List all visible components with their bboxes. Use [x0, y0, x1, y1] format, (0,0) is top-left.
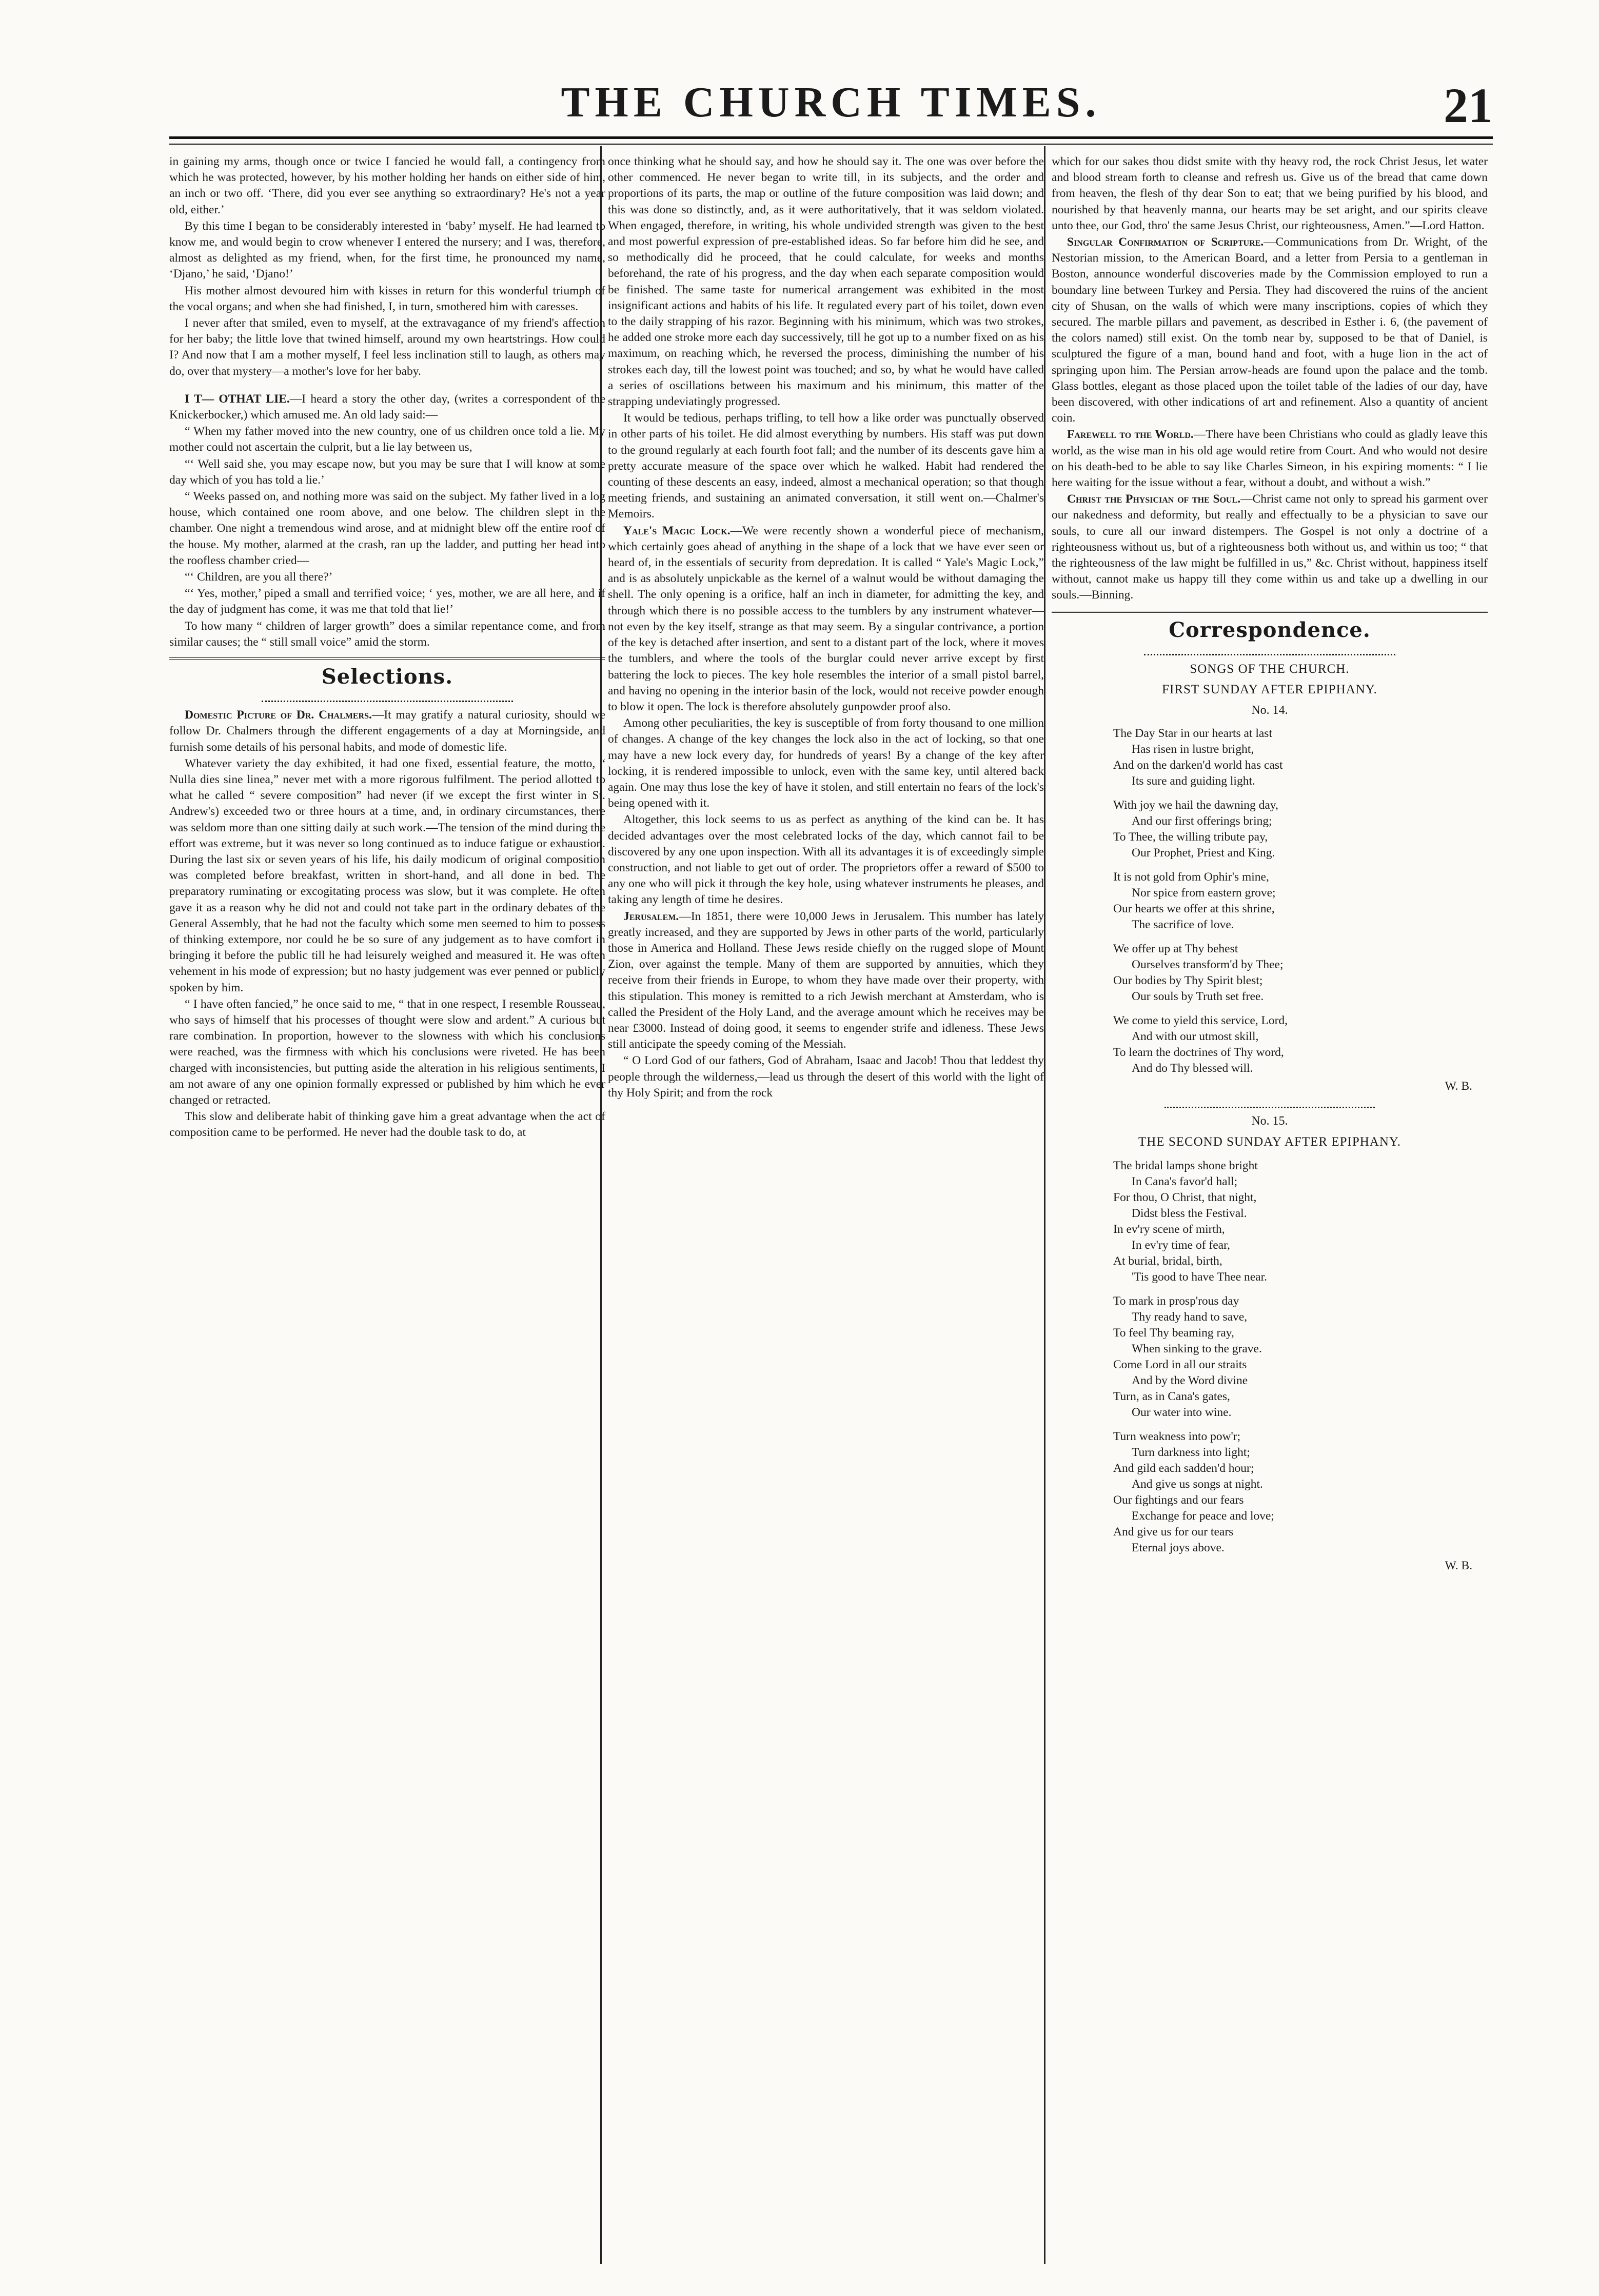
paragraph-text: —I heard a story the other day, (writes a correspondent of the Knickerbocker,) which amused me. An old lady said:—	[169, 392, 605, 422]
page-number: 21	[1444, 78, 1493, 133]
paragraph: once thinking what he should say, and how he should say it. The one was over before the other commenced. He never began to write till, in its subjects, and the order and proportions of its parts, the map or outline of the future composition was laid down; and this was done so distinctly, and, as it were authoritatively, that it was seldom violated. When engaged, therefore, in writing, his whole undivided strength was given to the best and most powerful expression of pre-established ideas. So far before him did he see, and so methodically did he proceed, that he could calculate, for weeks and months beforehand, the rate of his progress, and the day when each separate composition would be finished. The same taste for numerical arrangement was exhibited in the most insignificant actions and habits of his life. It regulated every part of his toilet, down even to the daily strapping of his razor. Beginning with his minimum, which was two strokes, he added one stroke more each day successively, till he got up to a number fixed on as his maximum, on reaching which, he reversed the process, diminishing the number of his strokes each day, till the lowest point was touched; and so, by what he would have called a series of oscillations between his maximum and his minimum, this matter of the strapping undeviatingly progressed.	[608, 155, 1044, 409]
poem-line: And our first offerings bring;	[1132, 814, 1272, 828]
poem-line: 'Tis good to have Thee near.	[1132, 1270, 1268, 1284]
paragraph: By this time I began to be considerably interested in ‘baby’ myself. He had learned to know me, and would begin to crow whenever I entered the nursery; and I was, therefore, almost as delighted as my friend, when, for the first time, he pronounced my name, ‘Djano,’ he said, ‘Djano!’	[169, 219, 605, 281]
poem-line: When sinking to the grave.	[1132, 1342, 1262, 1356]
poem-line: In ev'ry scene of mirth,	[1113, 1223, 1225, 1236]
poem-line	[1113, 1005, 1488, 1013]
poem-line: Nor spice from eastern grove;	[1132, 886, 1276, 900]
ornamental-rule	[262, 693, 513, 702]
paragraph: His mother almost devoured him with kisses in return for this wonderful triumph of the vocal organs; and when she had finished, I, in turn, smothered him with caresses.	[169, 284, 605, 313]
poem-line: At burial, bridal, birth,	[1113, 1254, 1222, 1268]
song-14-number: No. 14.	[1251, 703, 1288, 717]
paragraph: “‘ Children, are you all there?’	[185, 570, 333, 584]
poem-line: Our water into wine.	[1132, 1406, 1232, 1420]
paragraph: “‘ Yes, mother,’ piped a small and terrified voice; ‘ yes, mother, we are all here, and if the day of judgment has come, it was me that told that lie!’	[169, 587, 605, 616]
poem-line: With joy we hail the dawning day,	[1113, 798, 1278, 812]
poem-line	[1113, 1421, 1488, 1429]
poem-line: For thou, O Christ, that night,	[1113, 1191, 1257, 1205]
article-first-paragraph	[169, 707, 605, 755]
poem-line: Our souls by Truth set free.	[1132, 989, 1264, 1003]
paragraph: “ O Lord God of our fathers, God of Abraham, Isaac and Jacob! Thou that leddest thy people through the wilderness,—lead us through the desert of this world with the light of thy Holy Spirit; and from the rock	[608, 1054, 1044, 1100]
song-15-signature: W. B.	[1445, 1559, 1472, 1573]
poem-line: And do Thy blessed will.	[1132, 1061, 1253, 1075]
article-first-paragraph	[169, 391, 605, 423]
songs-heading: SONGS OF THE CHURCH.	[1190, 662, 1350, 676]
song-14-title: FIRST SUNDAY AFTER EPIPHANY.	[1162, 682, 1377, 696]
poem-line: We come to yield this service, Lord,	[1113, 1013, 1288, 1027]
poem-line: Turn darkness into light;	[1132, 1446, 1250, 1460]
poem-line: In ev'ry time of fear,	[1132, 1239, 1230, 1252]
poem-line: And by the Word divine	[1132, 1374, 1248, 1388]
column-1	[169, 154, 605, 2262]
article-heading: Yale's Magic Lock.	[623, 524, 731, 537]
song-15-title: THE SECOND SUNDAY AFTER EPIPHANY.	[1138, 1135, 1401, 1149]
article-heading: Domestic Picture of Dr. Chalmers.	[185, 708, 372, 722]
poem-line: And with our utmost skill,	[1132, 1029, 1259, 1043]
poem-line: Its sure and guiding light.	[1132, 774, 1255, 788]
paragraph: Altogether, this lock seems to us as perfect as anything of the kind can be. It has decided advantages over the most celebrated locks of the day, which cannot fail to be discovered by any one upon inspection. With all its advantages it is of exceedingly simple construction, and not liable to get out of order. The proprietors offer a reward of $500 to any one who will pick it through the key hole, using whatever instruments he pleases, and taking any length of time he desires.	[608, 813, 1044, 907]
poem-line: And gild each sadden'd hour;	[1113, 1462, 1254, 1475]
poem-line: In Cana's favor'd hall;	[1132, 1175, 1238, 1189]
column-3	[1052, 154, 1488, 2262]
poem-line: Our bodies by Thy Spirit blest;	[1113, 973, 1263, 987]
poem-line: To learn the doctrines of Thy word,	[1113, 1045, 1284, 1059]
poem-line: Come Lord in all our straits	[1113, 1358, 1247, 1372]
article-first-paragraph	[1052, 427, 1488, 491]
paragraph-text: —There have been Christians who could as gladly leave this world, as the wise man in his old age would retire from Court. And who would not desire on his death-bed to be able to say like Charles Simeon, in his expiring moments: “ I lie here waiting for the issue without a fear, without a doubt, and without a wish.”	[1052, 428, 1488, 490]
poem-line: Thy ready hand to save,	[1132, 1310, 1248, 1324]
song-14-verses	[1113, 726, 1488, 1076]
poem-line: The sacrifice of love.	[1132, 917, 1234, 931]
poem-line: Exchange for peace and love;	[1132, 1509, 1274, 1523]
poem-line	[1113, 789, 1488, 797]
paragraph-text: —In 1851, there were 10,000 Jews in Jerusalem. This number has lately greatly increased, and they are supported by Jews in other parts of the world, particularly those in America and Holland. These Jews reside chiefly on the rugged slope of Mount Zion, over against the temple. Many of them are supported by annuities, which they receive from their friends in Europe, to whom they have made over their property, with this stipulation. This money is remitted to a rich Jewish merchant at Amsterdam, who is called the President of the Holy Land, and the average amount which he receives may be near £3000. Instead of doing good, it seems to engender strife and idleness. These Jews still anticipate the speedy coming of the Messiah.	[608, 909, 1044, 1051]
paragraph: which for our sakes thou didst smite with thy heavy rod, the rock Christ Jesus, let water and blood stream forth to cleanse and refresh us. Give us of the bread that came down from heaven, the flesh of thy dear Son to eat; that we being purified by his blood, and nourished by that heavenly manna, our hearts may be set aright, and our spirits cleave unto thee, our God, thro' the same Jesus Christ, our righteousness, Amen.”—Lord Hatton.	[1052, 155, 1488, 232]
column-2	[608, 154, 1044, 2262]
paragraph: It would be tedious, perhaps trifling, to tell how a like order was punctually observed in other parts of his toilet. He did almost everything by numbers. His staff was put down to the ground regularly at each fourth foot fall; and the number of its descents gave him a pretty accurate measure of the space over which he walked. Habit had rendered the counting of these descents an easy, indeed, almost a mechanical operation; so that though meeting friends, and sustaining an animated conversation, it still went on.—Chalmer's Memoirs.	[608, 411, 1044, 521]
article-heading: Jerusalem.	[623, 909, 679, 923]
paragraph-text: —We were recently shown a wonderful piece of mechanism, which certainly goes ahead of anything in the shape of a lock that we have ever seen or heard of, in the essentials of security from depredation. It is called “ Yale's Magic Lock,” and is as absolutely unpickable as the kernel of a walnut would be without damaging the shell. The only opening is a orifice, half an inch in diameter, for admitting the key, and through which there is no possible access to the tumblers by any instrument whatever—not even by the key itself, strange as that may seem. By a singular contrivance, a portion of the key is detached after insertion, and sent to a distant part of the lock, where it moves the tumblers, and where the tools of the burglar could never arrive except by first battering the lock to pieces. The key hole resembles the interior of a small pistol barrel, and having no opening in the interior basin of the lock, would not receive powder enough to blow it open. The lock is therefore absolutely gunpowder proof also.	[608, 524, 1044, 713]
paragraph: “ When my father moved into the new country, one of us children once told a lie. My mother could not ascertain the culprit, but a lie lay between us,	[169, 425, 605, 454]
section-rule	[169, 657, 605, 660]
poem-line	[1113, 861, 1488, 869]
poem-line: And give us songs at night.	[1132, 1478, 1263, 1491]
poem-line: We offer up at Thy behest	[1113, 942, 1238, 955]
poem-line: It is not gold from Ophir's mine,	[1113, 870, 1269, 884]
paragraph: I never after that smiled, even to myself, at the extravagance of my friend's affection for her baby; the little love that twined himself, around my own heartstrings. How could I? And now that I am a mother myself, I feel less inclination still to laugh, as others may do, over that mystery—a mother's love for her baby.	[169, 316, 605, 378]
paragraph: To how many “ children of larger growth” does a similar repentance come, and from similar causes; the “ still small voice” amid the storm.	[169, 619, 605, 649]
poem-line: Our Prophet, Priest and King.	[1132, 846, 1275, 860]
article-first-paragraph	[608, 909, 1044, 1053]
paragraph-text: —It may gratify a natural curiosity, should we follow Dr. Chalmers through the different engagements of a day at Morningside, and furnish some details of his personal habits, and mode of domestic life.	[169, 708, 605, 754]
poem-line: Turn, as in Cana's gates,	[1113, 1390, 1230, 1404]
paragraph: in gaining my arms, though once or twice I fancied he would fall, a contingency from which he was protected, however, by his mother holding her hands on either side of him, an inch or two off. ‘There, did you ever see anything so extraordinary? He's not a year old, either.’	[169, 155, 605, 216]
article-first-paragraph	[608, 523, 1044, 715]
poem-line: To mark in prosp'rous day	[1113, 1294, 1239, 1308]
poem-line: Has risen in lustre bright,	[1132, 742, 1254, 756]
paragraph: “ Weeks passed on, and nothing more was said on the subject. My father lived in a log house, which contained one room above, and one below. The children slept in the chamber. One night a tremendous wind arose, and at midnight blew off the entire roof of the house. My mother, alarmed at the crash, ran up the ladder, and putting her head into the roofless chamber cried—	[169, 490, 605, 567]
poem-line: Eternal joys above.	[1132, 1541, 1225, 1555]
article-heading: Farewell to the World.	[1067, 428, 1194, 442]
ornamental-rule	[1164, 1100, 1375, 1108]
song-14-signature: W. B.	[1445, 1079, 1472, 1093]
column-divider-2	[1044, 146, 1045, 2264]
masthead-rule	[169, 136, 1493, 145]
article-heading: Singular Confirmation of Scripture.	[1067, 235, 1264, 249]
poem-line: Our hearts we offer at this shrine,	[1113, 902, 1275, 915]
poem-line: To feel Thy beaming ray,	[1113, 1326, 1234, 1340]
song-15-verses	[1113, 1158, 1488, 1556]
poem-line	[1113, 1285, 1488, 1293]
poem-line: The Day Star in our hearts at last	[1113, 726, 1272, 740]
paragraph-text: —Christ came not only to spread his garment over our nakedness and deformity, but really and effectually to be a physician to save our souls, to cure all our inward distempers. The Gospel is not only a doctrine of a righteousness without us, but of a righteousness both without us, and within us too; “ that the righteousness of the law might be fulfilled in us,” &c. Christ without, happiness itself without, cannot make us happy till they come within us and take up a dwelling in our souls.—Binning.	[1052, 492, 1488, 602]
poem-line: Ourselves transform'd by Thee;	[1132, 957, 1284, 971]
section-rule	[1052, 611, 1488, 613]
poem-line: To Thee, the willing tribute pay,	[1113, 830, 1268, 844]
article-heading: Christ the Physician of the Soul.	[1067, 492, 1241, 506]
poem-line: Didst bless the Festival.	[1132, 1207, 1247, 1221]
paragraph-text: —Communications from Dr. Wright, of the Nestorian mission, to the American Board, and a letter from Persia to a gentleman in Boston, announce wonderful discoveries made by the Commission employed to run a boundary line between Turkey and Persia. They had discovered the ruins of the ancient city of Shusan, on the walls of which were many inscriptions, copies of which they secured. The marble pillars and pavement, as described in Esther i. 6, (the pavement of the colors named) still exist. On the tomb near by, supposed to be that of Daniel, is sculptured the figure of a man, bound hand and foot, with a huge lion in the act of springing upon him. The Persian arrow-heads are found upon the palace and the tomb. Glass bottles, elegant as those placed upon the toilet table of the ladies of our day, have been discovered, with other indications of art and refinement. Also a quantity of ancient coin.	[1052, 235, 1488, 425]
paragraph: Whatever variety the day exhibited, it had one fixed, essential feature, the motto, “ Nulla dies sine linea,” never met with a more rigorous fulfilment. The period allotted to what he called “ severe composition” had never (if we except the first winter in St. Andrew's) exceeded two or three hours at a time, and, in ordinary circumstances, there was seldom more than one sitting daily at such work.—The tension of the mind during the effort was extreme, but it was never so long continued as to induce fatigue or exhaustion. During the last six or seven years of his life, his daily modicum of original composition was completed before breakfast, written in short-hand, and all done in bed. The preparatory ruminating or excogitating process was slow, but it was complete. He often gave it as a reason why he did not and could not take part in the ordinary debates of the General Assembly, that he had not the faculty which some men seemed to him to possess of thinking extempore, nor could he be so sure of any judgement as to have comfort in bringing it before the public till he had leisurely weighed and measured it. He was often vehement in his mode of expression; but no hasty judgement was ever penned or publicly spoken by him.	[169, 756, 605, 994]
article-first-paragraph	[1052, 234, 1488, 426]
poem-line: Our fightings and our fears	[1113, 1493, 1244, 1507]
paragraph: Among other peculiarities, the key is susceptible of from forty thousand to one million of changes. A change of the key changes the lock also in the act of locking, so that one may have a new lock every day, for hundreds of years! By a change of the key after locking, it is rendered impossible to unlock, even with the same key, until altered back again. One may thus lose the key of have it stolen, and still entertain no fears of the lock's being opened with it.	[608, 716, 1044, 810]
newspaper-title: THE CHURCH TIMES.	[561, 78, 1101, 126]
song-15-number: No. 15.	[1251, 1114, 1288, 1128]
poem-line: And give us for our tears	[1113, 1525, 1234, 1539]
paragraph: This slow and deliberate habit of thinking gave him a great advantage when the act of composition came to be performed. He never had the double task to do, at	[169, 1110, 605, 1140]
masthead	[169, 72, 1493, 138]
section-heading-selections: Selections.	[321, 665, 453, 689]
poem-line: Turn weakness into pow'r;	[1113, 1430, 1241, 1444]
paragraph: “ I have often fancied,” he once said to me, “ that in one respect, I resemble Rousseau, who says of himself that his processes of thought were slow and ardent.” A curious but rare combination. In proportion, however to the slowness with which his conclusions were reached, was the firmness with which his conclusions were riveted. He has been charged with inconsistencies, but putting aside the alteration in his religious sentiments, I am not aware of any one opinion formally expressed or published by him which he ever changed or retracted.	[169, 997, 605, 1107]
section-heading-correspondence: Correspondence.	[1169, 617, 1371, 642]
poem-line: The bridal lamps shone bright	[1113, 1159, 1258, 1173]
poem-line: And on the darken'd world has cast	[1113, 758, 1283, 772]
article-heading: I T— OTHAT LIE.	[185, 392, 290, 406]
paragraph: “‘ Well said she, you may escape now, but you may be sure that I will know at some day which of you has told a lie.’	[169, 457, 605, 487]
poem-line	[1113, 933, 1488, 941]
article-first-paragraph	[1052, 491, 1488, 603]
ornamental-rule	[1144, 647, 1395, 655]
